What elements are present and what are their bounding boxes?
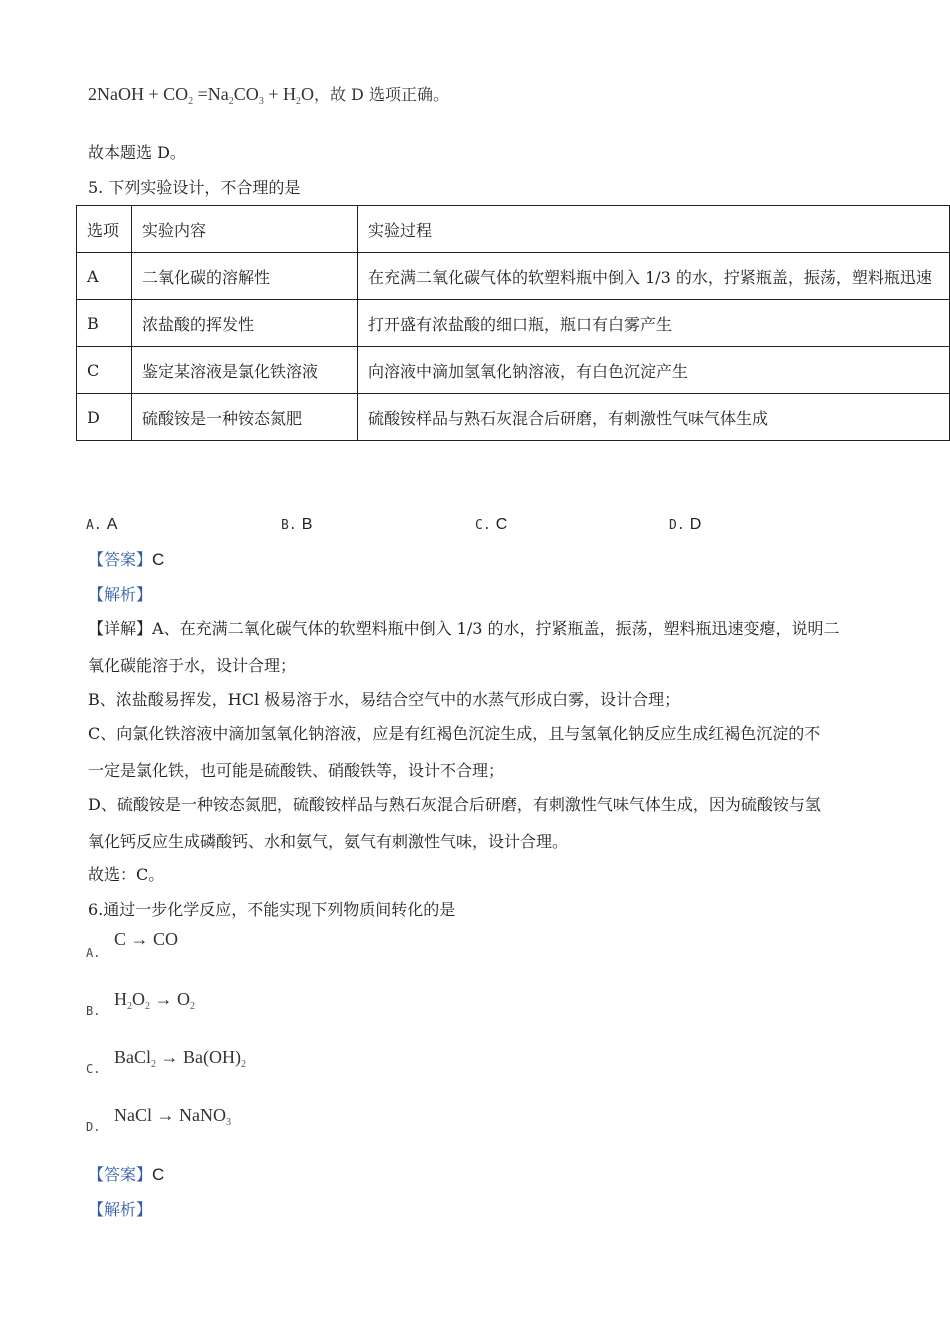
q5-option-b[interactable]: B. B: [281, 516, 313, 533]
equation-line: 2NaOH + $CO_2 =Na_2CO_3 + H_2O$，故 D 选项正确。: [88, 84, 449, 107]
q6-option-b-formula: $H_2O_2 \to O_2$: [114, 989, 195, 1012]
table-cell: 在充满二氧化碳气体的软塑料瓶中倒入 1/3 的水，拧紧瓶盖，振荡，塑料瓶迅速: [358, 253, 950, 300]
table-cell: 浓盐酸的挥发性: [132, 300, 358, 347]
table-row: [77, 394, 950, 441]
table-header-cell: 选项: [77, 206, 132, 253]
q6-answer: 【答案】C: [88, 1165, 165, 1184]
q6-option-a-label[interactable]: A.: [86, 946, 101, 960]
table-cell: C: [77, 347, 132, 394]
q5-detail-line: B、浓盐酸易挥发，HCl 极易溶于水，易结合空气中的水蒸气形成白雾，设计合理；: [88, 690, 681, 709]
q5-detail-line: 【详解】A、在充满二氧化碳气体的软塑料瓶中倒入 1/3 的水，拧紧瓶盖，振荡，塑料瓶迅速变瘪，说明二: [88, 619, 840, 638]
table-cell: 向溶液中滴加氢氧化钠溶液，有白色沉淀产生: [358, 347, 950, 394]
q5-option-d[interactable]: D. D: [669, 516, 702, 533]
q5-detail-line: 一定是氯化铁，也可能是硫酸铁、硝酸铁等，设计不合理；: [88, 761, 505, 780]
table-header-cell: 实验过程: [358, 206, 950, 253]
table-cell: B: [77, 300, 132, 347]
q5-answer: 【答案】C: [88, 550, 165, 569]
q5-table: [76, 205, 950, 441]
table-cell: 打开盛有浓盐酸的细口瓶，瓶口有白雾产生: [358, 300, 950, 347]
table-header-cell: 实验内容: [132, 206, 358, 253]
q6-option-b-label[interactable]: B.: [86, 1004, 101, 1018]
table-row: [77, 300, 950, 347]
conclusion-q4: 故本题选 D。: [88, 143, 186, 162]
q5-stem: 5. 下列实验设计，不合理的是: [88, 178, 301, 197]
table-cell: 硫酸铵是一种铵态氮肥: [132, 394, 358, 441]
q5-option-a[interactable]: A. A: [86, 516, 118, 533]
q5-conclusion: 故选：C。: [88, 865, 165, 884]
table-row: [77, 253, 950, 300]
q5-detail-line: C、向氯化铁溶液中滴加氢氧化钠溶液，应是有红褐色沉淀生成，且与氢氧化钠反应生成红褐色沉淀的不: [88, 724, 821, 743]
table-row: [77, 347, 950, 394]
q6-option-c-formula: BaCl$_2$ → $Ba(OH)_2$: [114, 1047, 246, 1070]
q5-option-c[interactable]: C. C: [475, 516, 508, 533]
q6-option-d-label[interactable]: D.: [86, 1120, 101, 1134]
q5-analysis-label: 【解析】: [88, 585, 153, 604]
table-cell: 二氧化碳的溶解性: [132, 253, 358, 300]
q6-option-a-formula: C → CO: [114, 929, 179, 949]
table-header-row: [77, 206, 950, 253]
table-cell: 鉴定某溶液是氯化铁溶液: [132, 347, 358, 394]
q5-detail-line: 氧化碳能溶于水，设计合理；: [88, 656, 297, 675]
q5-detail-line: 氧化钙反应生成磷酸钙、水和氨气，氨气有刺激性气味，设计合理。: [88, 832, 569, 851]
table-cell: 硫酸铵样品与熟石灰混合后研磨，有刺激性气味气体生成: [358, 394, 950, 441]
table-cell: D: [77, 394, 132, 441]
q6-option-d-formula: NaCl → NaNO$_3$: [114, 1105, 231, 1128]
q6-stem: 6.通过一步化学反应，不能实现下列物质间转化的是: [88, 900, 456, 919]
q5-detail-line: D、硫酸铵是一种铵态氮肥，硫酸铵样品与熟石灰混合后研磨，有刺激性气味气体生成，因为硫酸铵与氢: [88, 795, 821, 814]
q6-analysis-label: 【解析】: [88, 1200, 153, 1219]
q6-option-c-label[interactable]: C.: [86, 1062, 101, 1076]
table-cell: A: [77, 253, 132, 300]
